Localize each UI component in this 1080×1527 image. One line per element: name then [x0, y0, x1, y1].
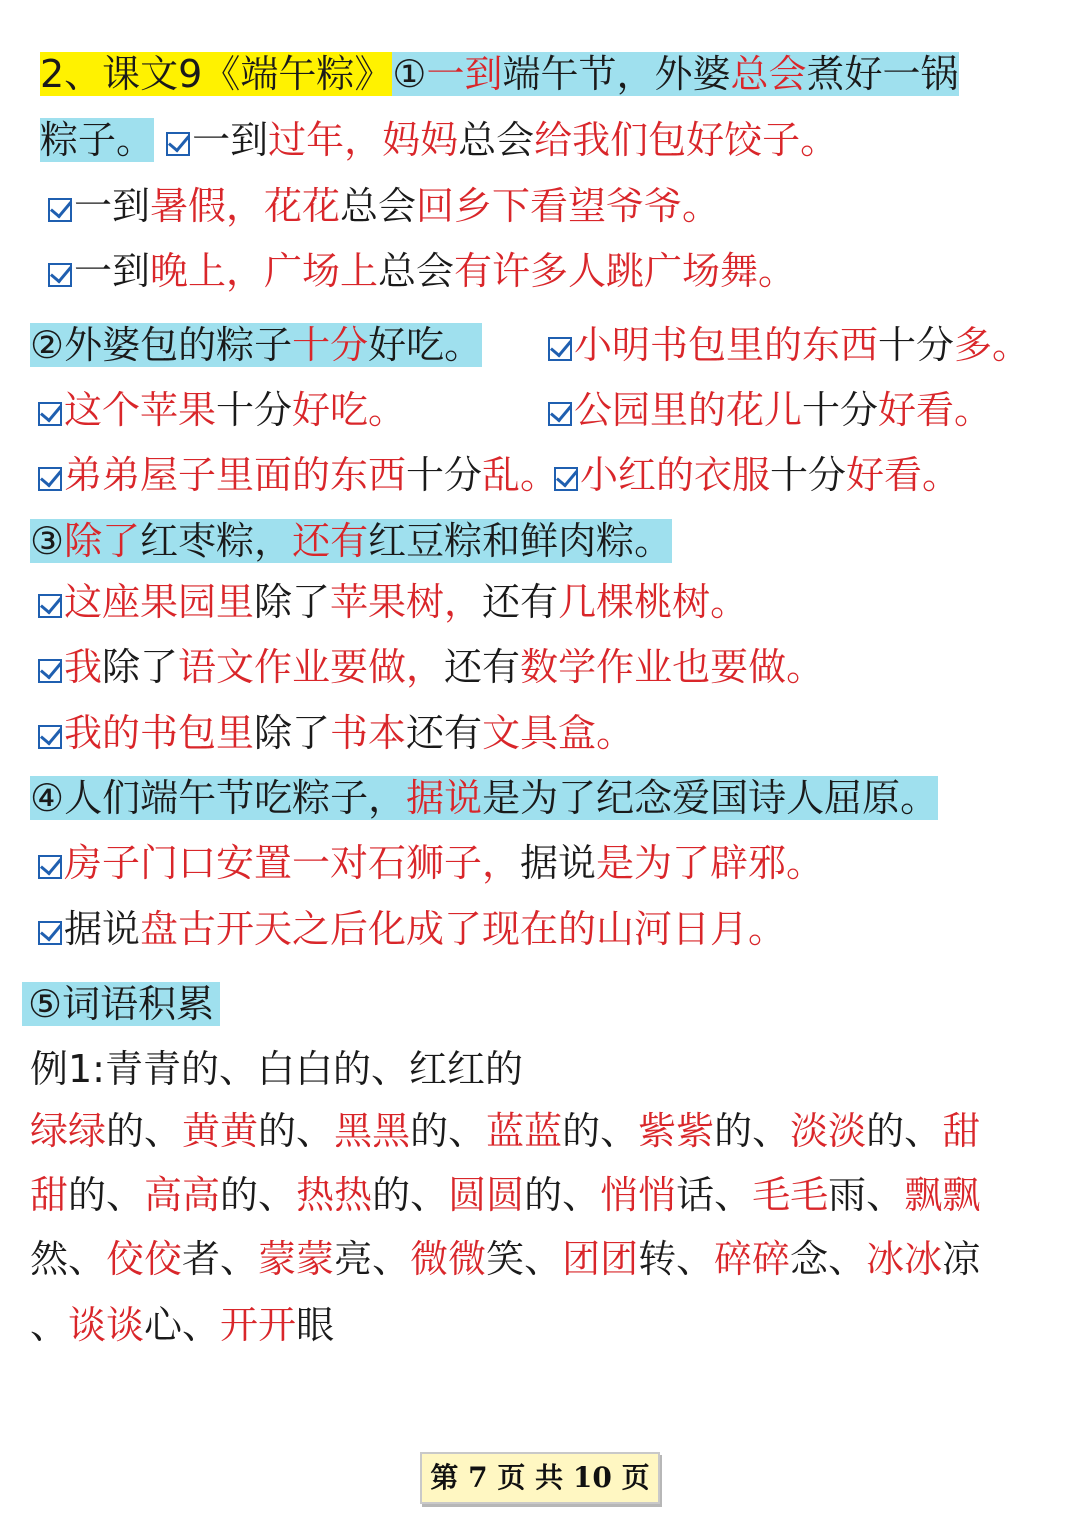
sentence-1-cont — [40, 113, 838, 167]
text: 文具盒。 — [482, 711, 635, 755]
text: 十分 — [216, 388, 293, 432]
text: 好吃。 — [368, 323, 483, 367]
word-suffix: 的、 — [106, 1109, 183, 1153]
word: 微微 — [410, 1237, 487, 1281]
example-2-4 — [38, 448, 558, 502]
example-2-2 — [38, 383, 406, 437]
word-suffix: 的、 — [714, 1109, 791, 1153]
text: 语文作业要做， — [178, 645, 445, 689]
text: 端午节，外婆 — [502, 52, 731, 96]
sentence-1 — [392, 52, 958, 96]
text: 煮好一锅 — [806, 52, 959, 96]
keyword: 还有 — [292, 519, 369, 563]
number-3: ③ — [30, 519, 65, 563]
text: 我 — [64, 645, 103, 689]
text: 是为了纪念爱国诗人屈原。 — [482, 776, 939, 820]
text: 一到 — [74, 184, 151, 228]
word-suffix: 笑、 — [486, 1237, 563, 1281]
text: 十分 — [770, 453, 847, 497]
number-2: ② — [30, 323, 65, 367]
word: 蓝蓝 — [486, 1109, 563, 1153]
text: 十分 — [406, 453, 483, 497]
checked-box-icon — [38, 855, 62, 879]
text: 好看。 — [846, 453, 961, 497]
word-suffix: 转、 — [638, 1237, 715, 1281]
example-3-2 — [38, 640, 824, 694]
word: 甜 — [942, 1109, 981, 1153]
word-suffix: 的、 — [258, 1109, 335, 1153]
sentence-4-highlight — [30, 776, 938, 820]
example-2-5 — [554, 448, 960, 502]
word-suffix: 的、 — [68, 1173, 145, 1217]
word-suffix: 心、 — [144, 1303, 221, 1347]
word: 黑黑 — [334, 1109, 411, 1153]
word-suffix: 然、 — [30, 1237, 107, 1281]
checked-box-icon — [548, 337, 572, 361]
word: 甜 — [30, 1173, 69, 1217]
text: 小红的衣服 — [580, 453, 771, 497]
page-number: 第 7 页 共 10 页 — [420, 1452, 660, 1504]
section-5-example — [30, 1042, 523, 1096]
sentence-2-highlight — [30, 323, 482, 367]
text: 粽子。 — [40, 118, 155, 162]
word: 淡淡 — [790, 1109, 867, 1153]
text: 一到 — [74, 249, 151, 293]
number-4: ④ — [30, 776, 65, 820]
text: 还有 — [444, 645, 521, 689]
word-suffix: 的、 — [524, 1173, 601, 1217]
word: 开开 — [220, 1303, 297, 1347]
text: 给我们包好饺子。 — [534, 118, 839, 162]
text: 乱。 — [482, 453, 559, 497]
word: 绿绿 — [30, 1109, 107, 1153]
text: 还有 — [482, 580, 559, 624]
words-line-1 — [30, 1104, 980, 1158]
example-1-2 — [48, 179, 720, 233]
text: 暑假，花花 — [150, 184, 341, 228]
word-suffix: 的、 — [220, 1173, 297, 1217]
checked-box-icon — [38, 725, 62, 749]
checked-box-icon — [48, 263, 72, 287]
text: 晚上，广场上 — [150, 249, 379, 293]
text: 总会 — [340, 184, 417, 228]
example-1-3 — [48, 244, 796, 298]
word-suffix: 凉 — [942, 1237, 981, 1281]
checked-box-icon — [38, 467, 62, 491]
checked-box-icon — [38, 594, 62, 618]
text: 盘古开天之后化成了现在的山河日月。 — [140, 907, 787, 951]
text: 十分 — [878, 323, 955, 367]
text: 是为了辟邪。 — [596, 841, 825, 885]
example-2-1 — [548, 318, 1030, 372]
text: ⑤词语积累 — [22, 982, 220, 1026]
text: 回乡下看望爷爷。 — [416, 184, 721, 228]
section-5-title — [22, 977, 220, 1031]
example-3-1 — [38, 575, 748, 629]
number-1: ① — [392, 52, 427, 96]
word-suffix: 雨、 — [828, 1173, 905, 1217]
example-4-2 — [38, 902, 786, 956]
checked-box-icon — [48, 198, 72, 222]
text: 好吃。 — [292, 388, 407, 432]
word: 热热 — [296, 1173, 373, 1217]
word-suffix: 的、 — [562, 1109, 639, 1153]
text: 除了 — [254, 711, 331, 755]
checked-box-icon — [38, 402, 62, 426]
sentence-3 — [30, 514, 672, 568]
sentence-3-highlight — [30, 519, 672, 563]
word-suffix: 眼 — [296, 1303, 335, 1347]
word-suffix: 的、 — [866, 1109, 943, 1153]
text: 苹果树， — [330, 580, 483, 624]
text: 好看。 — [878, 388, 993, 432]
words-line-2 — [30, 1168, 980, 1222]
word: 紫紫 — [638, 1109, 715, 1153]
words-line-3 — [30, 1232, 980, 1286]
word-suffix: 亮、 — [334, 1237, 411, 1281]
word: 毛毛 — [752, 1173, 829, 1217]
word: 高高 — [144, 1173, 221, 1217]
text: 小明书包里的东西 — [574, 323, 879, 367]
text: 还有 — [406, 711, 483, 755]
word-suffix: 的、 — [372, 1173, 449, 1217]
word-suffix: 者、 — [182, 1237, 259, 1281]
text: 过年，妈妈 — [268, 118, 459, 162]
word: 谈谈 — [68, 1303, 145, 1347]
sentence-2 — [30, 318, 482, 372]
text: 红豆粽和鲜肉粽。 — [368, 519, 673, 563]
word-suffix: 的、 — [410, 1109, 487, 1153]
word: 蒙蒙 — [258, 1237, 335, 1281]
text: 书本 — [330, 711, 407, 755]
example-3-3 — [38, 706, 634, 760]
text: 十分 — [802, 388, 879, 432]
text: 有许多人跳广场舞。 — [454, 249, 797, 293]
keyword: 十分 — [292, 323, 369, 367]
word: 黄黄 — [182, 1109, 259, 1153]
example-2-3 — [548, 383, 992, 437]
text: 房子门口安置一对石狮子， — [64, 841, 521, 885]
keyword: 一到 — [426, 52, 503, 96]
checked-box-icon — [548, 402, 572, 426]
text: 多。 — [954, 323, 1031, 367]
text: 外婆包的粽子 — [64, 323, 293, 367]
checked-box-icon — [38, 921, 62, 945]
word: 佼佼 — [106, 1237, 183, 1281]
keyword: 据说 — [406, 776, 483, 820]
text: 数学作业也要做。 — [520, 645, 825, 689]
word: 悄悄 — [600, 1173, 677, 1217]
text: 红枣粽， — [140, 519, 293, 563]
keyword: 总会 — [730, 52, 807, 96]
text: 一到 — [192, 118, 269, 162]
text: 我的书包里 — [64, 711, 255, 755]
word-suffix: 念、 — [790, 1237, 867, 1281]
text: 总会 — [458, 118, 535, 162]
text: 据说 — [520, 841, 597, 885]
sentence-4 — [30, 771, 938, 825]
text: 这座果园里 — [64, 580, 255, 624]
text: 这个苹果 — [64, 388, 217, 432]
text: 人们端午节吃粽子， — [64, 776, 407, 820]
keyword: 除了 — [64, 519, 141, 563]
text: 公园里的花儿 — [574, 388, 803, 432]
word-suffix: 、 — [30, 1303, 69, 1347]
lesson-heading: 2、课文9《端午粽》 — [40, 52, 393, 96]
word: 冰冰 — [866, 1237, 943, 1281]
word: 团团 — [562, 1237, 639, 1281]
checked-box-icon — [38, 659, 62, 683]
word: 圆圆 — [448, 1173, 525, 1217]
word: 碎碎 — [714, 1237, 791, 1281]
checked-box-icon — [554, 467, 578, 491]
word-suffix: 话、 — [676, 1173, 753, 1217]
text: 例1:青青的、白白的、红红的 — [30, 1047, 523, 1091]
word: 飘飘 — [904, 1173, 981, 1217]
words-line-4 — [30, 1298, 334, 1352]
text: 总会 — [378, 249, 455, 293]
text: 除了 — [254, 580, 331, 624]
text: 除了 — [102, 645, 179, 689]
lesson-heading-line — [40, 47, 959, 101]
checked-box-icon — [166, 132, 190, 156]
text: 据说 — [64, 907, 141, 951]
text: 几棵桃树。 — [558, 580, 749, 624]
example-4-1 — [38, 836, 824, 890]
text: 弟弟屋子里面的东西 — [64, 453, 407, 497]
